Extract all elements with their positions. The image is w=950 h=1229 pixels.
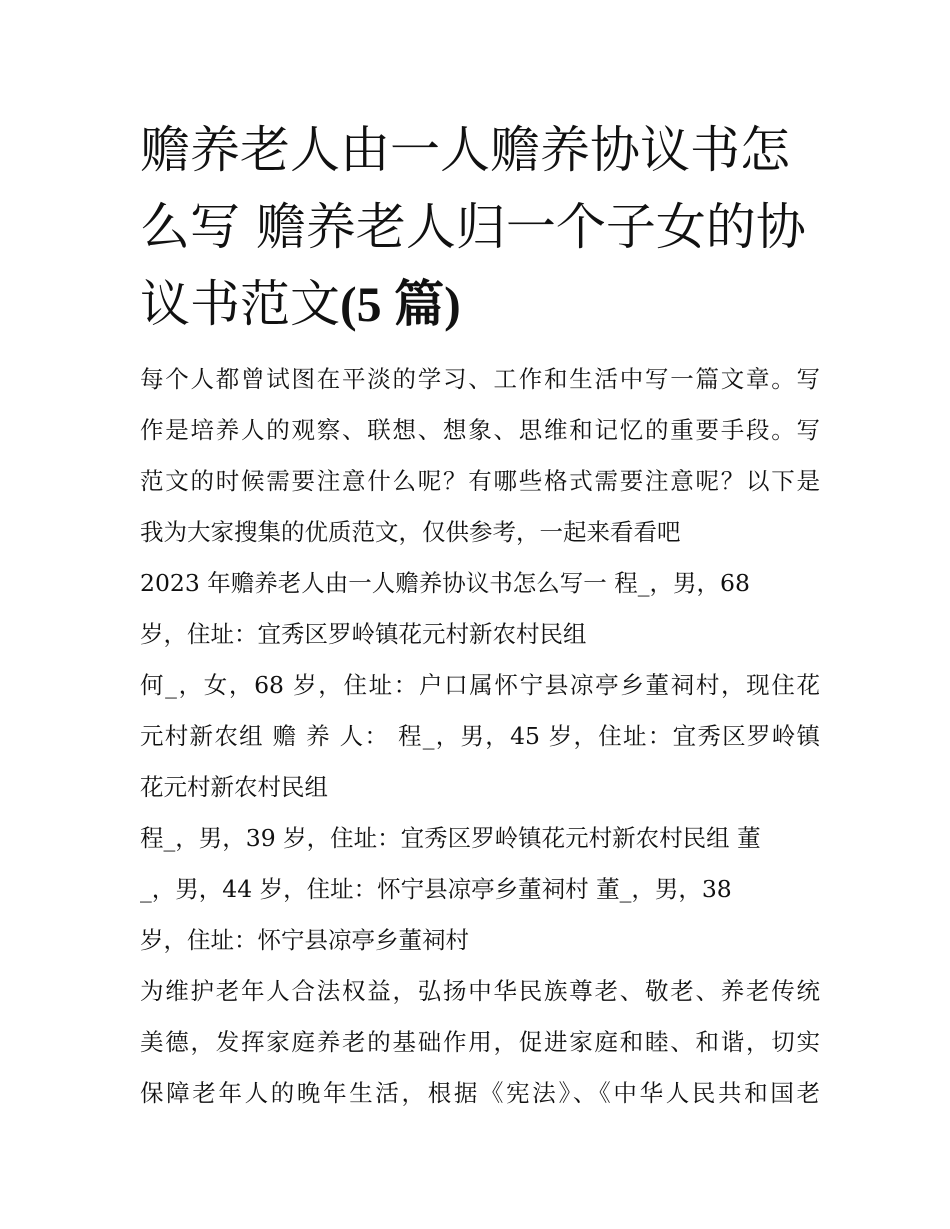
section-line: _，男，44 岁，住址：怀宁县凉亭乡董祠村 董_，男，38 [140,875,732,903]
section-line: 花元村新农村民组 [140,773,328,801]
section-line: 岁，住址：怀宁县凉亭乡董祠村 [140,926,469,954]
section-line: 岁，住址：宜秀区罗岭镇花元村新农村民组 [140,620,587,648]
intro-line: 我为大家搜集的优质范文，仅供参考，一起来看看吧 [140,518,681,546]
document-title [140,112,820,343]
section-line: 美德，发挥家庭养老的基础作用，促进家庭和睦、和谐，切实 [140,1028,820,1056]
intro-line: 范文的时候需要注意什么呢？有哪些格式需要注意呢？以下是 [140,467,820,495]
section-line: 何_，女，68 岁，住址：户口属怀宁县凉亭乡董祠村，现住花 [140,671,820,699]
section-line: 元村新农组 赡 养 人： 程_，男，45 岁，住址：宜秀区罗岭镇 [140,722,820,750]
title-line-text: 议书范文 [140,275,340,333]
intro-paragraph [140,354,820,558]
section-line: 2023 年赡养老人由一人赡养协议书怎么写一 程_，男，68 [140,569,750,597]
title-line: 么写 赡养老人归一个子女的协 [140,198,806,256]
title-line-last [140,266,820,343]
section-line: 为维护老年人合法权益，弘扬中华民族尊老、敬老、养老传统 [140,977,820,1005]
intro-line: 每个人都曾试图在平淡的学习、工作和生活中写一篇文章。写 [140,365,820,393]
intro-line: 作是培养人的观察、联想、想象、思维和记忆的重要手段。写 [140,416,820,444]
agreement-section [140,558,820,1119]
section-line: 保障老年人的晚年生活，根据《宪法》、《中华人民共和国老 [140,1079,820,1107]
title-count-suffix: (5 篇) [340,276,461,332]
title-line: 赡养老人由一人赡养协议书怎 [140,121,790,179]
section-line: 程_，男，39 岁，住址：宜秀区罗岭镇花元村新农村民组 董 [140,824,761,852]
